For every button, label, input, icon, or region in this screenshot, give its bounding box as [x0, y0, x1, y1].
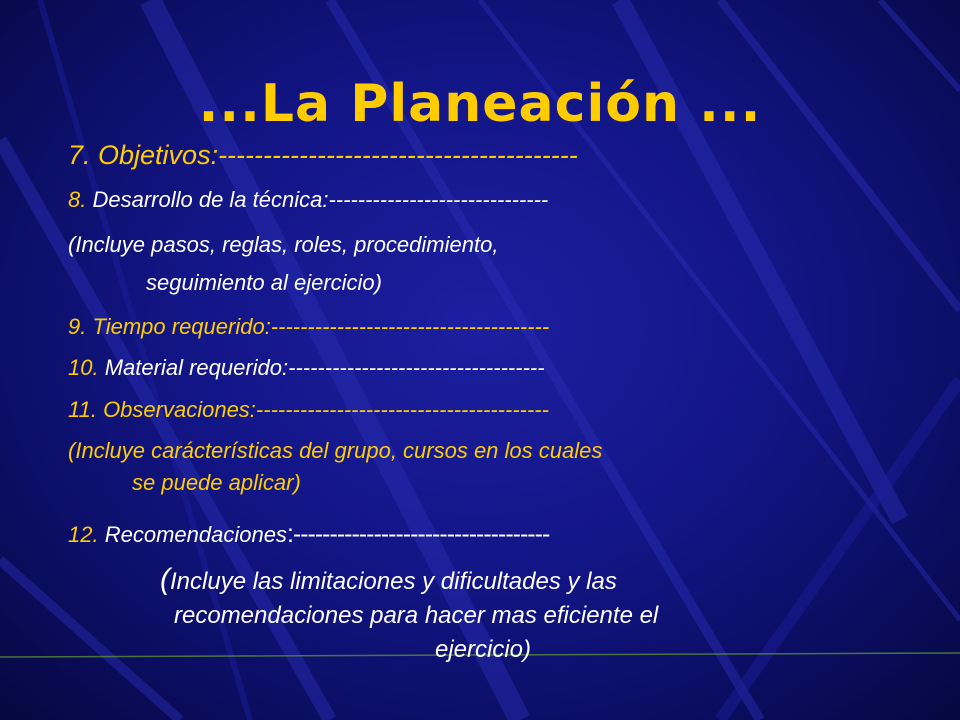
item-recomendaciones-note-1 [160, 563, 617, 597]
item-dashes: :----------------------------------- [286, 520, 550, 548]
item-tiempo: 9. Tiempo requerido:-------------------------------------- [68, 314, 550, 339]
item-text: Incluye las limitaciones y dificultades y las [170, 568, 617, 595]
item-recomendaciones-note-2: recomendaciones para hacer mas eficiente el [174, 602, 659, 629]
item-number: 10. [68, 355, 99, 380]
item-recomendaciones [68, 520, 549, 549]
item-objetivos: 7. Objetivos:---------------------------------------- [68, 140, 578, 170]
open-paren: ( [160, 563, 170, 596]
item-recomendaciones-note-3: ejercicio) [435, 636, 532, 663]
item-number: 12. [68, 522, 99, 547]
item-desarrollo [68, 187, 548, 213]
item-observaciones-note-2: se puede aplicar) [132, 470, 301, 495]
item-number: 8. [68, 187, 87, 212]
item-text: Desarrollo de la técnica:------------------------------ [86, 187, 549, 212]
item-text: Recomendaciones [98, 522, 287, 547]
item-observaciones-note-1: (Incluye carácterísticas del grupo, cursos en los cuales [68, 438, 603, 463]
slide-title: ...La Planeación ... [198, 74, 762, 134]
item-desarrollo-note-1: (Incluye pasos, reglas, roles, procedimiento, [68, 232, 499, 257]
item-desarrollo-note-2: seguimiento al ejercicio) [146, 270, 382, 295]
item-observaciones: 11. Observaciones:---------------------------------------- [68, 397, 549, 422]
item-material [68, 355, 545, 381]
item-text: Material requerido:----------------------------------- [98, 355, 545, 380]
